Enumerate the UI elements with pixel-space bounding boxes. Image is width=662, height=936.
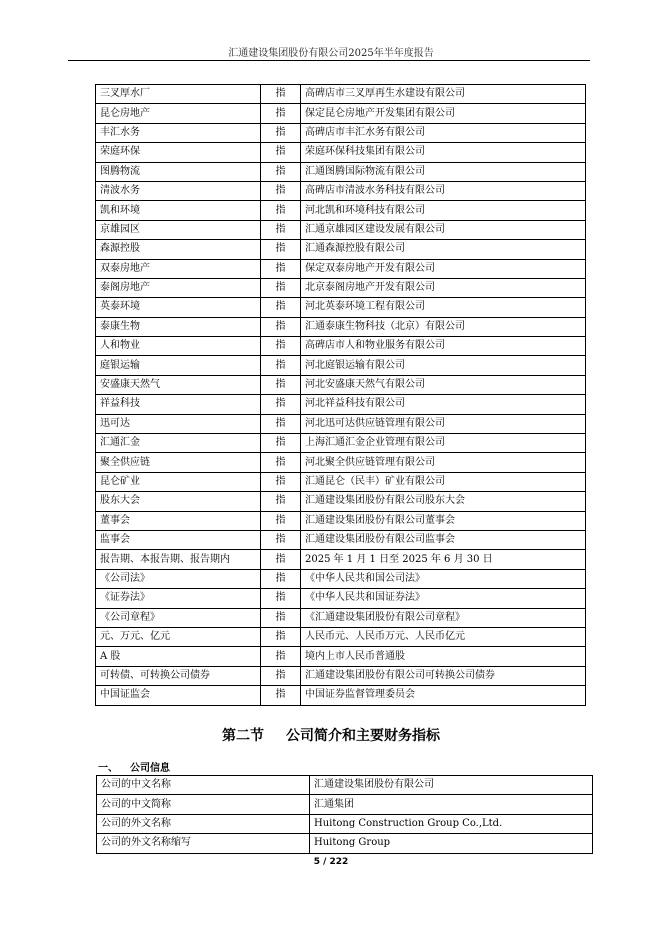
- abbr-term-cell: 昆仑矿业: [96, 472, 261, 491]
- abbr-definition-cell: 汇通建设集团股份有限公司监事会: [301, 530, 586, 549]
- abbr-term-cell: 凯和环境: [96, 201, 261, 220]
- page-number: 5 / 222: [313, 857, 349, 867]
- abbr-indicator-cell: 指: [261, 492, 301, 511]
- abbr-term-cell: 监事会: [96, 530, 261, 549]
- abbr-definition-cell: 汇通图腾国际物流有限公司: [301, 162, 586, 181]
- abbr-indicator-cell: 指: [261, 608, 301, 627]
- table-row: [96, 589, 586, 608]
- abbr-definition-cell: 《汇通建设集团股份有限公司章程》: [301, 608, 586, 627]
- abbr-term-cell: 汇通汇金: [96, 434, 261, 453]
- abbr-indicator-cell: 指: [261, 511, 301, 530]
- abbr-term-cell: 京雄园区: [96, 220, 261, 239]
- abbr-definition-cell: 河北祥益科技有限公司: [301, 395, 586, 414]
- abbr-definition-cell: 高碑店市丰汇水务有限公司: [301, 123, 586, 142]
- abbr-term-cell: 清波水务: [96, 181, 261, 200]
- abbr-definition-cell: 河北安盛康天然气有限公司: [301, 375, 586, 394]
- table-row: [97, 834, 593, 853]
- table-row: [96, 143, 586, 162]
- abbr-indicator-cell: 指: [261, 104, 301, 123]
- abbr-definition-cell: 人民币元、人民币万元、人民币亿元: [301, 627, 586, 646]
- header-divider: [68, 60, 590, 61]
- table-row: [96, 511, 586, 530]
- abbr-term-cell: 安盛康天然气: [96, 375, 261, 394]
- abbreviations-table-body: [96, 85, 586, 706]
- info-value-cell: 汇通建设集团股份有限公司: [310, 776, 593, 795]
- table-row: [96, 220, 586, 239]
- abbr-term-cell: 双泰房地产: [96, 259, 261, 278]
- abbr-indicator-cell: 指: [261, 647, 301, 666]
- table-row: [96, 608, 586, 627]
- abbr-definition-cell: 汇通京雄园区建设发展有限公司: [301, 220, 586, 239]
- abbr-definition-cell: 上海汇通汇金企业管理有限公司: [301, 434, 586, 453]
- abbr-indicator-cell: 指: [261, 395, 301, 414]
- info-label-cell: 公司的外文名称: [97, 814, 310, 833]
- table-row: [96, 530, 586, 549]
- abbr-definition-cell: 保定双泰房地产开发有限公司: [301, 259, 586, 278]
- table-row: [96, 85, 586, 104]
- table-row: [96, 162, 586, 181]
- abbr-definition-cell: 荣庭环保科技集团有限公司: [301, 143, 586, 162]
- table-row: [96, 569, 586, 588]
- abbr-definition-cell: 河北聚全供应链管理有限公司: [301, 453, 586, 472]
- abbr-term-cell: 泰阁房地产: [96, 278, 261, 297]
- abbr-indicator-cell: 指: [261, 472, 301, 491]
- abbr-indicator-cell: 指: [261, 414, 301, 433]
- table-row: [96, 317, 586, 336]
- subsection-heading: [98, 759, 170, 774]
- info-label-cell: 公司的中文名称: [97, 776, 310, 795]
- abbr-definition-cell: 河北庭银运输有限公司: [301, 356, 586, 375]
- section-heading: [0, 725, 662, 745]
- abbr-term-cell: 荣庭环保: [96, 143, 261, 162]
- table-row: [96, 453, 586, 472]
- company-info-table-body: [97, 776, 593, 854]
- table-row: [96, 686, 586, 705]
- abbr-term-cell: 昆仑房地产: [96, 104, 261, 123]
- abbr-term-cell: 英泰环境: [96, 298, 261, 317]
- table-row: [96, 492, 586, 511]
- info-value-cell: Huitong Construction Group Co.,Ltd.: [310, 814, 593, 833]
- abbr-definition-cell: 高碑店市清波水务科技有限公司: [301, 181, 586, 200]
- abbr-term-cell: 丰汇水务: [96, 123, 261, 142]
- table-row: [97, 814, 593, 833]
- table-row: [96, 375, 586, 394]
- abbr-term-cell: 董事会: [96, 511, 261, 530]
- abbr-definition-cell: 《中华人民共和国公司法》: [301, 569, 586, 588]
- abbr-indicator-cell: 指: [261, 201, 301, 220]
- table-row: [96, 298, 586, 317]
- info-label-cell: 公司的中文简称: [97, 795, 310, 814]
- abbr-definition-cell: 汇通建设集团股份有限公司可转换公司债券: [301, 666, 586, 685]
- info-label-cell: 公司的外文名称缩写: [97, 834, 310, 853]
- table-row: [96, 395, 586, 414]
- section-number: 第二节: [222, 728, 264, 744]
- table-row: [96, 181, 586, 200]
- table-row: [96, 666, 586, 685]
- table-row: [96, 414, 586, 433]
- abbr-term-cell: 中国证监会: [96, 686, 261, 705]
- abbr-indicator-cell: 指: [261, 686, 301, 705]
- company-info-table: [96, 775, 593, 854]
- table-row: [96, 627, 586, 646]
- abbr-indicator-cell: 指: [261, 143, 301, 162]
- abbr-definition-cell: 高碑店市三叉厚再生水建设有限公司: [301, 85, 586, 104]
- abbr-term-cell: 迅可达: [96, 414, 261, 433]
- abbr-term-cell: 森源控股: [96, 240, 261, 259]
- abbr-definition-cell: 境内上市人民币普通股: [301, 647, 586, 666]
- abbr-indicator-cell: 指: [261, 356, 301, 375]
- abbr-indicator-cell: 指: [261, 530, 301, 549]
- abbr-indicator-cell: 指: [261, 434, 301, 453]
- abbr-indicator-cell: 指: [261, 550, 301, 569]
- abbr-term-cell: 《证券法》: [96, 589, 261, 608]
- subsection-title: 公司信息: [130, 763, 170, 774]
- table-row: [96, 472, 586, 491]
- abbr-definition-cell: 河北英泰环境工程有限公司: [301, 298, 586, 317]
- abbr-definition-cell: 汇通建设集团股份有限公司董事会: [301, 511, 586, 530]
- table-row: [96, 104, 586, 123]
- table-row: [96, 647, 586, 666]
- abbr-term-cell: 图腾物流: [96, 162, 261, 181]
- abbr-term-cell: A 股: [96, 647, 261, 666]
- table-row: [97, 795, 593, 814]
- abbr-indicator-cell: 指: [261, 278, 301, 297]
- abbr-definition-cell: 中国证券监督管理委员会: [301, 686, 586, 705]
- table-row: [96, 278, 586, 297]
- abbr-indicator-cell: 指: [261, 337, 301, 356]
- abbr-indicator-cell: 指: [261, 375, 301, 394]
- info-value-cell: 汇通集团: [310, 795, 593, 814]
- abbr-indicator-cell: 指: [261, 317, 301, 336]
- abbr-definition-cell: 《中华人民共和国证券法》: [301, 589, 586, 608]
- abbr-term-cell: 聚全供应链: [96, 453, 261, 472]
- abbr-term-cell: 《公司法》: [96, 569, 261, 588]
- abbr-term-cell: 三叉厚水厂: [96, 85, 261, 104]
- section-title: 公司简介和主要财务指标: [286, 728, 440, 744]
- abbr-indicator-cell: 指: [261, 453, 301, 472]
- abbreviations-table: [95, 84, 586, 706]
- abbr-indicator-cell: 指: [261, 666, 301, 685]
- abbr-indicator-cell: 指: [261, 162, 301, 181]
- abbr-definition-cell: 河北迅可达供应链管理有限公司: [301, 414, 586, 433]
- table-row: [96, 259, 586, 278]
- abbr-indicator-cell: 指: [261, 627, 301, 646]
- table-row: [97, 776, 593, 795]
- info-value-cell: Huitong Group: [310, 834, 593, 853]
- abbr-term-cell: 祥益科技: [96, 395, 261, 414]
- abbr-term-cell: 报告期、本报告期、报告期内: [96, 550, 261, 569]
- abbr-indicator-cell: 指: [261, 240, 301, 259]
- abbr-term-cell: 《公司章程》: [96, 608, 261, 627]
- abbr-indicator-cell: 指: [261, 298, 301, 317]
- abbr-definition-cell: 2025 年 1 月 1 日至 2025 年 6 月 30 日: [301, 550, 586, 569]
- table-row: [96, 240, 586, 259]
- table-row: [96, 356, 586, 375]
- abbr-definition-cell: 北京泰阁房地产开发有限公司: [301, 278, 586, 297]
- abbr-indicator-cell: 指: [261, 123, 301, 142]
- abbr-term-cell: 可转债、可转换公司债券: [96, 666, 261, 685]
- abbr-definition-cell: 河北凯和环境科技有限公司: [301, 201, 586, 220]
- table-row: [96, 550, 586, 569]
- abbr-term-cell: 元、万元、亿元: [96, 627, 261, 646]
- abbr-term-cell: 股东大会: [96, 492, 261, 511]
- abbr-definition-cell: 高碑店市人和物业服务有限公司: [301, 337, 586, 356]
- report-header: 汇通建设集团股份有限公司2025年半年度报告: [228, 48, 434, 59]
- table-row: [96, 337, 586, 356]
- table-row: [96, 123, 586, 142]
- abbr-indicator-cell: 指: [261, 589, 301, 608]
- abbr-term-cell: 庭银运输: [96, 356, 261, 375]
- subsection-number: 一、: [98, 763, 118, 774]
- abbr-definition-cell: 汇通森源控股有限公司: [301, 240, 586, 259]
- abbr-definition-cell: 汇通建设集团股份有限公司股东大会: [301, 492, 586, 511]
- abbr-indicator-cell: 指: [261, 181, 301, 200]
- table-row: [96, 434, 586, 453]
- abbr-indicator-cell: 指: [261, 85, 301, 104]
- abbr-term-cell: 人和物业: [96, 337, 261, 356]
- abbr-indicator-cell: 指: [261, 259, 301, 278]
- abbr-term-cell: 泰康生物: [96, 317, 261, 336]
- abbr-definition-cell: 保定昆仑房地产开发集团有限公司: [301, 104, 586, 123]
- table-row: [96, 201, 586, 220]
- abbr-definition-cell: 汇通泰康生物科技（北京）有限公司: [301, 317, 586, 336]
- abbr-indicator-cell: 指: [261, 220, 301, 239]
- abbr-definition-cell: 汇通昆仑（民丰）矿业有限公司: [301, 472, 586, 491]
- abbr-indicator-cell: 指: [261, 569, 301, 588]
